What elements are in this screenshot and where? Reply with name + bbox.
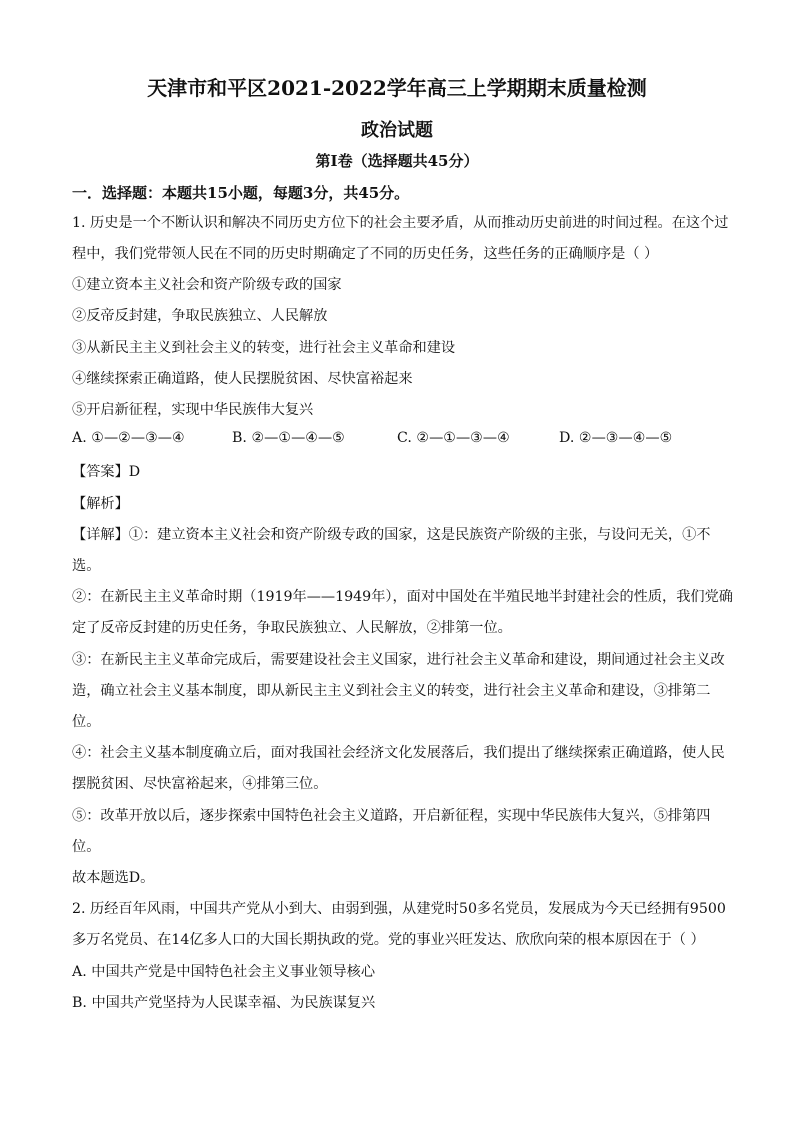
q1-item-5: ⑤开启新征程，实现中华民族伟大复兴 [72, 402, 314, 418]
q2-option-b: B. 中国共产党坚持为人民谋幸福、为民族谋复兴 [72, 995, 376, 1011]
q1-item-1: ①建立资本主义社会和资产阶级专政的国家 [72, 277, 342, 293]
volume-heading: 第Ⅰ卷（选择题共45分） [315, 152, 479, 170]
q1-option-d: D. ②—③—④—⑤ [559, 430, 673, 446]
q1-option-c: C. ②—①—③—④ [397, 430, 510, 446]
section-heading: 一．选择题：本题共15小题，每题3分，共45分。 [72, 184, 410, 202]
q1-explanation-line: 定了反帝反封建的历史任务，争取民族独立、人民解放，②排第一位。 [72, 620, 512, 636]
q1-explanation-line: 故本题选D。 [72, 870, 155, 886]
q1-explanation-line: 位。 [72, 714, 101, 730]
q1-item-2: ②反帝反封建，争取民族独立、人民解放 [72, 308, 328, 324]
q2-option-a: A. 中国共产党是中国特色社会主义事业领导核心 [72, 964, 376, 980]
q1-explanation-line: 【详解】①：建立资本主义社会和资产阶级专政的国家，这是民族资产阶级的主张，与设问无关，①不 [72, 527, 711, 543]
q1-options [72, 430, 732, 450]
q1-explanation-line: 选。 [72, 558, 101, 574]
q1-explanation-line: ⑤：改革开放以后，逐步探索中国特色社会主义道路，开启新征程，实现中华民族伟大复兴，⑤排第四 [72, 808, 711, 824]
q2-stem-line-1: 2. 历经百年风雨，中国共产党从小到大、由弱到强，从建党时50多名党员，发展成为今天已经拥有9500 [72, 901, 726, 917]
q1-explanation-line: ③：在新民主主义革命完成后，需要建设社会主义国家，进行社会主义革命和建设，期间通过社会主义改 [72, 652, 725, 668]
q1-stem-line-2: 程中，我们党带领人民在不同的历史时期确定了不同的历史任务，这些任务的正确顺序是（ ） [72, 246, 659, 262]
q1-stem-line-1: 1. 历史是一个不断认识和解决不同历史方位下的社会主要矛盾，从而推动历史前进的时间过程。在这个过 [72, 215, 729, 231]
q1-option-b: B. ②—①—④—⑤ [232, 430, 345, 446]
q1-explanation-line: ④：社会主义基本制度确立后，面对我国社会经济文化发展落后，我们提出了继续探索正确道路，使人民 [72, 745, 725, 761]
q1-explanation-line: 摆脱贫困、尽快富裕起来，④排第三位。 [72, 776, 328, 792]
q1-item-4: ④继续探索正确道路，使人民摆脱贫困、尽快富裕起来 [72, 371, 413, 387]
q1-answer: 【答案】D [72, 464, 141, 480]
exam-subject: 政治试题 [361, 120, 433, 141]
q1-explanation-line: 位。 [72, 839, 101, 855]
q2-stem-line-2: 多万名党员、在14亿多人口的大国长期执政的党。党的事业兴旺发达、欣欣向荣的根本原因在于（ ） [72, 932, 705, 948]
q1-explanation-line: ②：在新民主主义革命时期（1919年——1949年），面对中国处在半殖民地半封建社会的性质，我们党确 [72, 589, 733, 605]
q1-option-a: A. ①—②—③—④ [72, 430, 185, 446]
q1-analysis-label: 【解析】 [72, 496, 129, 512]
q1-item-3: ③从新民主主义到社会主义的转变，进行社会主义革命和建设 [72, 340, 456, 356]
q1-explanation-line: 造，确立社会主义基本制度，即从新民主主义到社会主义的转变，进行社会主义革命和建设，③排第二 [72, 683, 711, 699]
exam-title: 天津市和平区2021-2022学年高三上学期期末质量检测 [147, 76, 647, 100]
